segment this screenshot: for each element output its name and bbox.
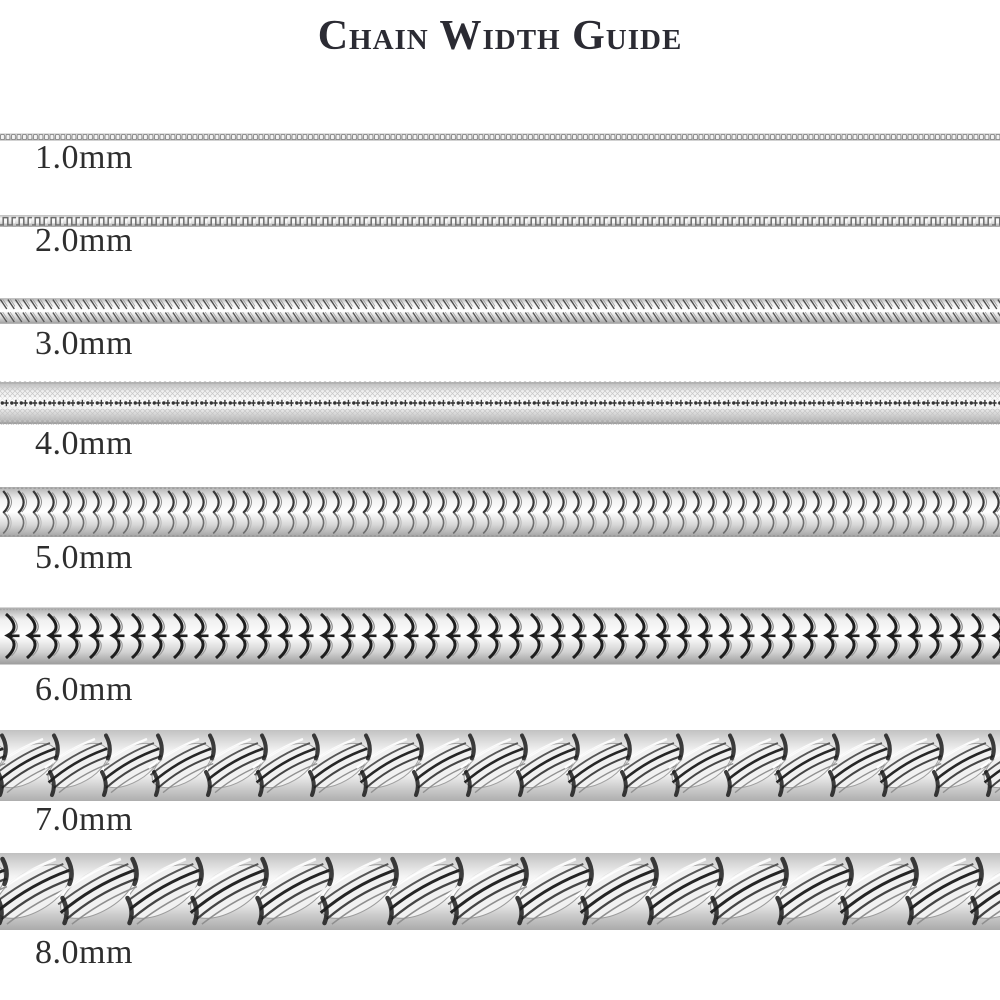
chain-width-label-3mm: 3.0mm — [35, 325, 133, 362]
chain-image-6mm-snake-chain — [0, 606, 1000, 666]
chain-width-label-6mm: 6.0mm — [35, 671, 133, 708]
chain-width-label-7mm: 7.0mm — [35, 801, 133, 838]
chain-width-label-1mm: 1.0mm — [35, 139, 133, 176]
chain-image-7mm-rope-chain — [0, 728, 1000, 803]
chain-image-1mm-box-chain — [0, 132, 1000, 142]
chain-image-4mm-snake-chain — [0, 381, 1000, 425]
chain-image-5mm-snake-chain — [0, 486, 1000, 538]
chain-image-3mm-snake-chain — [0, 297, 1000, 325]
chain-width-label-2mm: 2.0mm — [35, 222, 133, 259]
chain-width-label-8mm: 8.0mm — [35, 934, 133, 971]
chain-image-8mm-rope-chain — [0, 851, 1000, 932]
page-title: Chain Width Guide — [317, 13, 683, 59]
chain-width-label-5mm: 5.0mm — [35, 539, 133, 576]
chain-width-label-4mm: 4.0mm — [35, 425, 133, 462]
chain-image-2mm-box-chain — [0, 213, 1000, 229]
